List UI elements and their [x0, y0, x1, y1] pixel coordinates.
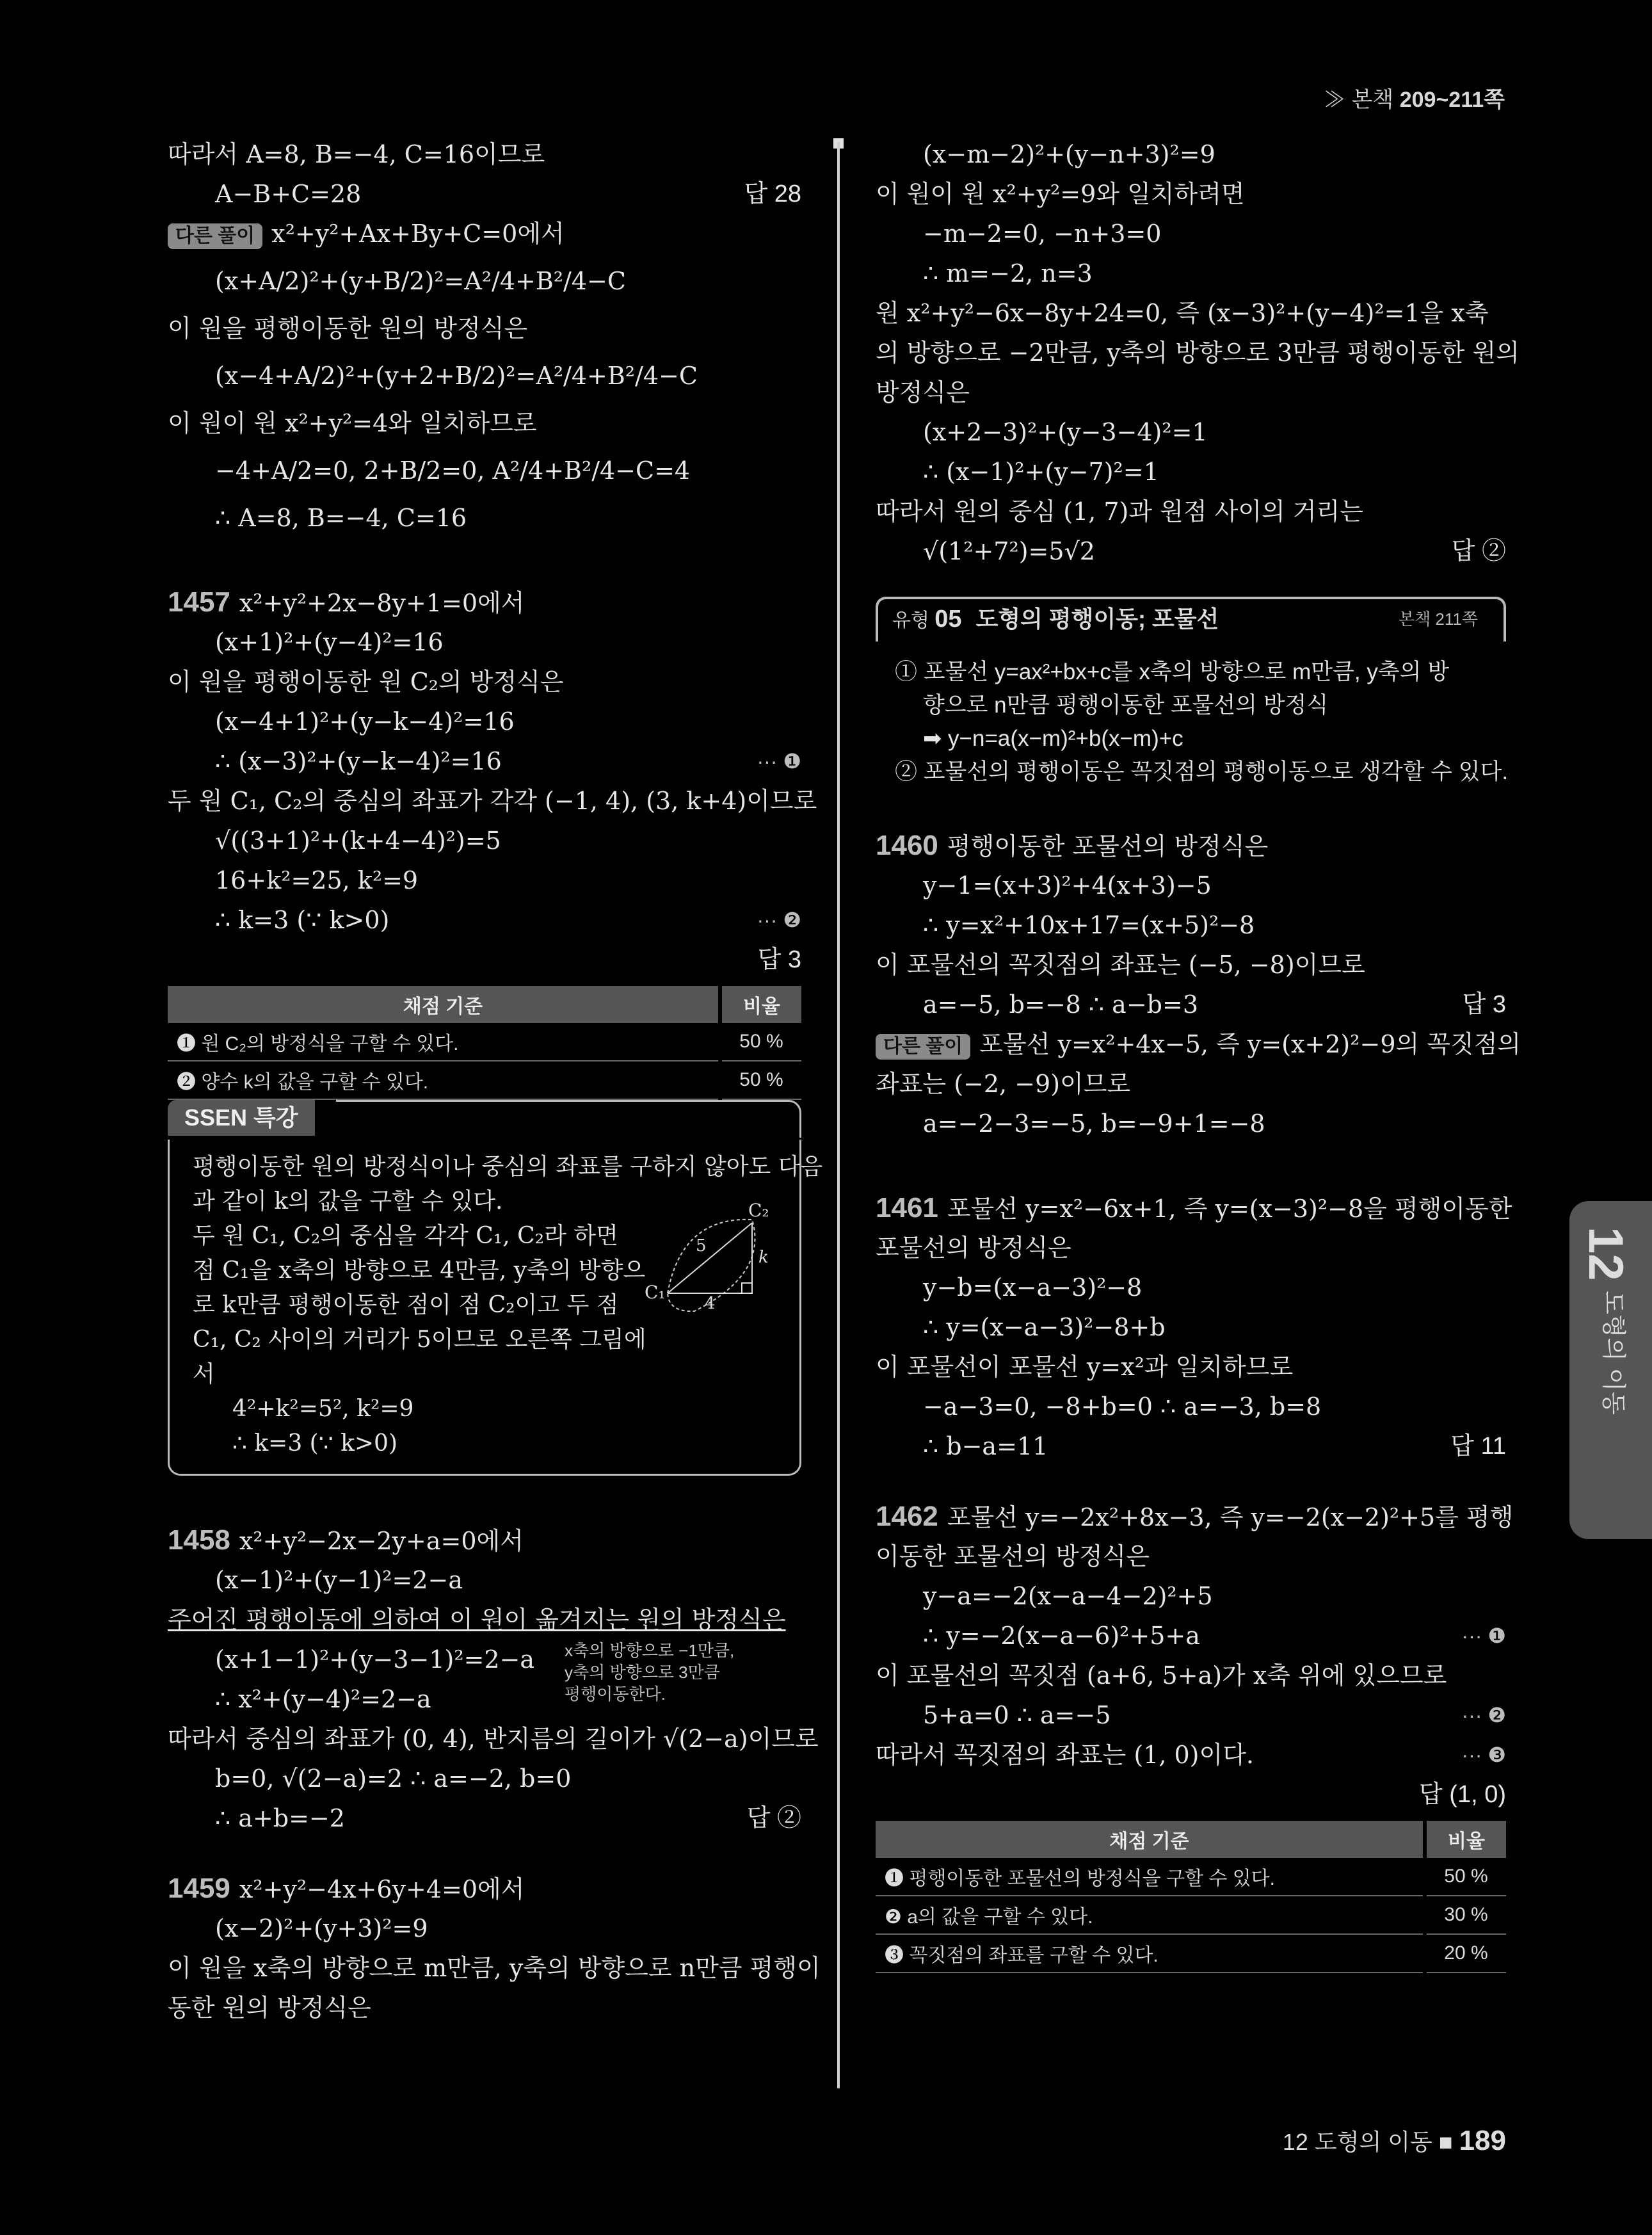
- triangle-figure: [643, 1197, 778, 1325]
- text-line: 이 포물선이 포물선 y=x²과 일치하므로: [876, 1353, 1294, 1381]
- equation: −m−2=0, −n+3=0: [923, 220, 1162, 248]
- equation: (x−4+1)²+(y−k−4)²=16: [215, 707, 515, 736]
- equation: ∴ x²+(y−4)²=2−a: [215, 1685, 431, 1713]
- equation: ∴ k=3 (∵ k>0): [232, 1430, 397, 1456]
- problem-1458: 1458 x²+y²−2x−2y+a=0에서: [168, 1524, 524, 1556]
- equation: (x−2)²+(y+3)²=9: [215, 1914, 428, 1942]
- equation: −4+A/2=0, 2+B/2=0, A²/4+B²/4−C=4: [215, 456, 691, 485]
- table-row: ❷ a의 값을 구할 수 있다. 30 %: [876, 1896, 1506, 1934]
- problem-number: 1460: [876, 830, 938, 861]
- equation: ∴ y=x²+10x+17=(x+5)²−8: [923, 911, 1255, 939]
- answer: 답 ②: [746, 1805, 801, 1832]
- equation: ∴ A=8, B=−4, C=16: [215, 504, 467, 532]
- equation: y−b=(x−a−3)²−8: [923, 1273, 1143, 1302]
- problem-1460: 1460 평행이동한 포물선의 방정식은: [876, 830, 1269, 861]
- problem-1457: 1457 x²+y²+2x−8y+1=0에서: [168, 586, 525, 618]
- answer: 답 11: [1450, 1433, 1506, 1460]
- page-number: 189: [1459, 2125, 1506, 2156]
- problem-1461: 1461 포물선 y=x²−6x+1, 즉 y=(x−3)²−8을 평행이동한: [876, 1192, 1512, 1223]
- alt-solution-tag: 다른 풀이: [876, 1034, 970, 1060]
- table-row: ❶ 평행이동한 포물선의 방정식을 구할 수 있다. 50 %: [876, 1858, 1506, 1896]
- text-line: 방정식은: [876, 378, 970, 407]
- step-marker: ··· ❶: [757, 750, 801, 773]
- table-header: 비율: [720, 986, 801, 1023]
- table-row: ❸ 꼭짓점의 좌표를 구할 수 있다. 20 %: [876, 1934, 1506, 1973]
- type-summary: ① 포물선 y=ax²+bx+c를 x축의 방향으로 m만큼, y축의 방 향으로 n만큼 평행이동한 포물선의 방정식 ➡ y−n=a(x−m)²+b(x−m)+c ② 포물선의 평행이동은 꼭짓점의 평행이동으로 생각할 수 있다.: [895, 659, 1509, 784]
- equation: ∴ (x−1)²+(y−7)²=1: [923, 458, 1159, 486]
- chapter-tab: [1569, 1201, 1652, 1539]
- equation: √((3+1)²+(k+4−4)²)=5: [215, 827, 501, 855]
- type-title: 도형의 평행이동; 포물선: [975, 606, 1219, 632]
- type-header: 유형 05 도형의 평행이동; 포물선 본책 211쪽: [876, 597, 1506, 641]
- table-row: ❷ 양수 k의 값을 구할 수 있다. 50 %: [168, 1061, 801, 1099]
- grading-table: [168, 986, 801, 1100]
- left-column: [168, 134, 823, 2028]
- text-line: 따라서 중심의 좌표가 (0, 4), 반지름의 길이가 √(2−a)이므로: [168, 1725, 819, 1753]
- problem-number: 1462: [876, 1501, 938, 1532]
- fig-label-c2: C₂: [748, 1200, 769, 1221]
- table-header: 비율: [1425, 1821, 1506, 1858]
- text-line: A−B+C=28 답 28: [168, 174, 801, 214]
- text-line: 평행이동한 원의 방정식이나 중심의 좌표를 구하지 않아도 다음: [193, 1154, 823, 1180]
- fig-label-4: 4: [705, 1294, 716, 1313]
- page-reference: ≫ 본책 209~211쪽: [1324, 88, 1505, 112]
- side-note: x축의 방향으로 −1만큼, y축의 방향으로 3만큼 평행이동한다.: [565, 1641, 735, 1704]
- equation: a=−5, b=−8 ∴ a−b=3 답 3: [876, 985, 1506, 1024]
- fig-label-k: k: [758, 1248, 769, 1267]
- text-line: 이 원을 x축의 방향으로 m만큼, y축의 방향으로 n만큼 평행이: [168, 1954, 821, 1982]
- alt-solution-line: 다른 풀이 x²+y²+Ax+By+C=0에서: [168, 214, 801, 254]
- page-footer: 12 도형의 이동 ■ 189: [1282, 2125, 1506, 2156]
- text-line: 이 포물선의 꼭짓점의 좌표는 (−5, −8)이므로: [876, 951, 1365, 979]
- problem-number: 1458: [168, 1524, 230, 1556]
- equation: y−1=(x+3)²+4(x+3)−5: [923, 871, 1212, 900]
- equation: √(1²+7²)=5√2 답 ②: [876, 531, 1506, 571]
- step-marker: ··· ❷: [757, 908, 801, 932]
- fig-label-c1: C₁: [645, 1282, 666, 1303]
- type-number: 05: [934, 606, 962, 633]
- grading-table: [876, 1821, 1506, 1973]
- problem-number: 1461: [876, 1192, 938, 1223]
- equation: ∴ y=(x−a−3)²−8+b: [923, 1313, 1166, 1341]
- table-row: ❶ 원 C₂의 방정식을 구할 수 있다. 50 %: [168, 1023, 801, 1061]
- equation: ∴ m=−2, n=3: [923, 259, 1093, 287]
- equation: ∴ b−a=11 답 11: [876, 1426, 1506, 1466]
- text-line: 의 방향으로 −2만큼, y축의 방향으로 3만큼 평행이동한 원의: [876, 339, 1520, 367]
- answer: 답 3: [1462, 991, 1506, 1018]
- text-line: 이 원을 평행이동한 원의 방정식은: [168, 314, 528, 343]
- column-divider: [837, 142, 840, 2088]
- chapter-number: 12: [1578, 1227, 1633, 1281]
- text-line: 주어진 평행이동에 의하여 이 원이 옮겨지는 원의 방정식은: [168, 1606, 786, 1634]
- equation: ∴ a+b=−2 답 ②: [168, 1798, 801, 1838]
- text-line: 이동한 포물선의 방정식은: [876, 1542, 1150, 1570]
- text-line: C₁, C₂ 사이의 거리가 5이므로 오른쪽 그림에: [193, 1327, 646, 1353]
- text-line: 로 k만큼 평행이동한 점이 점 C₂이고 두 점: [193, 1292, 619, 1318]
- step-marker: ··· ❷: [1461, 1704, 1506, 1727]
- table-header: 채점 기준: [168, 986, 720, 1023]
- answer: 답 3: [757, 946, 801, 973]
- alt-solution-tag: 다른 풀이: [168, 223, 262, 249]
- equation: 5+a=0 ∴ a=−5 ··· ❷: [876, 1695, 1506, 1735]
- alt-solution-line: 다른 풀이 포물선 y=x²+4x−5, 즉 y=(x+2)²−9의 꼭짓점의: [876, 1024, 1506, 1064]
- text-line: 따라서 A=8, B=−4, C=16이므로: [168, 140, 545, 168]
- equation: (x+1−1)²+(y−3−1)²=2−a x축의 방향으로 −1만큼, y축의 방향으로 3만큼 평행이동한다.: [215, 1641, 735, 1704]
- equation: (x−4+A/2)²+(y+2+B/2)²=A²/4+B²/4−C: [215, 362, 698, 390]
- text-line: 이 원이 원 x²+y²=9와 일치하려면: [876, 180, 1245, 208]
- type-reference: 본책 211쪽: [1398, 609, 1478, 629]
- text-line: 서: [193, 1361, 215, 1387]
- text-line: 이 원이 원 x²+y²=4와 일치하므로: [168, 409, 537, 437]
- text-line: 따라서 원의 중심 (1, 7)과 원점 사이의 거리는: [876, 497, 1363, 526]
- problem-number: 1457: [168, 586, 230, 618]
- equation: (x+A/2)²+(y+B/2)²=A²/4+B²/4−C: [215, 267, 626, 295]
- tip-box-title: SSEN 특강: [168, 1100, 315, 1136]
- answer-line: [168, 940, 801, 980]
- equation: a=−2−3=−5, b=−9+1=−8: [923, 1109, 1265, 1138]
- text-line: 원 x²+y²−6x−8y+24=0, 즉 (x−3)²+(y−4)²=1을 x축: [876, 299, 1489, 327]
- step-marker: ··· ❶: [1461, 1624, 1506, 1647]
- text-line: 좌표는 (−2, −9)이므로: [876, 1070, 1131, 1098]
- text-line: 두 원 C₁, C₂의 중심을 각각 C₁, C₂라 하면: [193, 1223, 618, 1249]
- equation: −a−3=0, −8+b=0 ∴ a=−3, b=8: [923, 1392, 1322, 1421]
- problem-1459: 1459 x²+y²−4x+6y+4=0에서: [168, 1873, 525, 1904]
- fig-label-5: 5: [696, 1236, 707, 1255]
- equation: (x+2−3)²+(y−3−4)²=1: [923, 418, 1208, 446]
- text-line: 두 원 C₁, C₂의 중심의 좌표가 각각 (−1, 4), (3, k+4)이므로: [168, 787, 817, 815]
- equation: y−a=−2(x−a−4−2)²+5: [923, 1582, 1213, 1610]
- problem-number: 1459: [168, 1873, 230, 1904]
- answer: 답 (1, 0): [1419, 1781, 1506, 1808]
- table-header: 채점 기준: [876, 1821, 1425, 1858]
- equation: (x−m−2)²+(y−n+3)²=9: [923, 140, 1215, 168]
- chapter-title: 도형의 이동: [1600, 1291, 1626, 1416]
- tip-box: [168, 1104, 823, 1476]
- problem-1462: 1462 포물선 y=−2x²+8x−3, 즉 y=−2(x−2)²+5를 평행: [876, 1501, 1514, 1532]
- answer: 답 28: [744, 181, 801, 207]
- answer-line: [876, 1775, 1506, 1814]
- equation: 4²+k²=5², k²=9: [232, 1396, 414, 1422]
- text-line: 동한 원의 방정식은: [168, 1994, 371, 2022]
- equation: (x+1)²+(y−4)²=16: [215, 628, 444, 656]
- right-column: [876, 134, 1521, 1980]
- equation: ∴ y=−2(x−a−6)²+5+a ··· ❶: [876, 1616, 1506, 1656]
- text-line: 점 C₁을 x축의 방향으로 4만큼, y축의 방향으: [193, 1257, 646, 1284]
- answer: 답 ②: [1451, 538, 1506, 565]
- text-line: 포물선의 방정식은: [876, 1234, 1071, 1262]
- text-line: 따라서 꼭짓점의 좌표는 (1, 0)이다. ··· ❸: [876, 1735, 1506, 1775]
- equation: (x−1)²+(y−1)²=2−a: [215, 1566, 463, 1594]
- text-line: 이 포물선의 꼭짓점 (a+6, 5+a)가 x축 위에 있으므로: [876, 1661, 1447, 1690]
- equation: b=0, √(2−a)=2 ∴ a=−2, b=0: [215, 1764, 572, 1793]
- equation: ∴ k=3 (∵ k>0) ··· ❷: [168, 900, 801, 940]
- equation: 16+k²=25, k²=9: [215, 866, 419, 894]
- text-line: 이 원을 평행이동한 원 C₂의 방정식은: [168, 668, 564, 696]
- text-line: 과 같이 k의 값을 구할 수 있다.: [193, 1188, 503, 1214]
- equation: ∴ (x−3)²+(y−k−4)²=16 ··· ❶: [168, 741, 801, 781]
- step-marker: ··· ❸: [1461, 1743, 1506, 1766]
